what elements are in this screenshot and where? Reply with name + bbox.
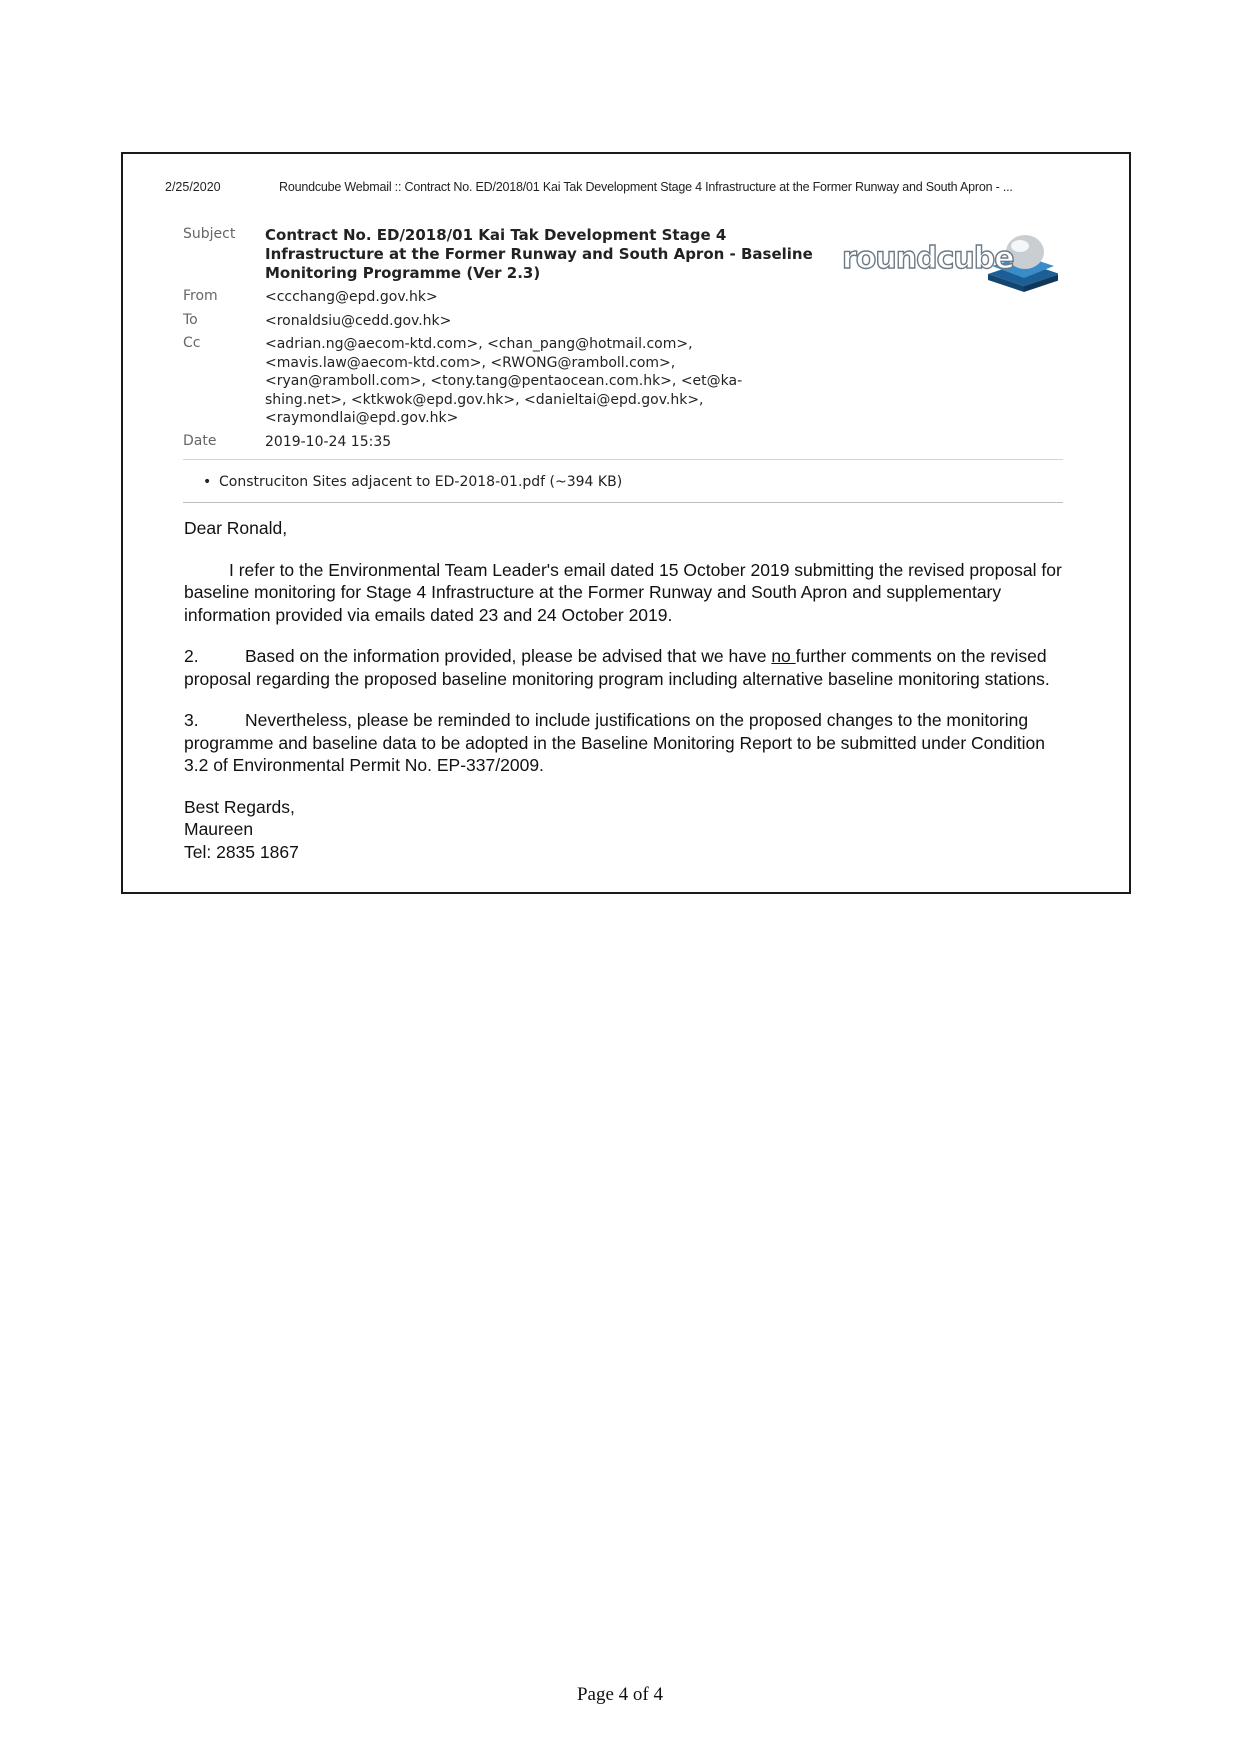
paragraph-2: 2. Based on the information provided, please be advised that we have no further comments on the revised proposal regarding the proposed baseline monitoring program including alternative baseline monitoring stations. xyxy=(184,646,1050,689)
message-body xyxy=(184,517,1074,863)
printed-email-frame xyxy=(121,152,1131,894)
to-row xyxy=(183,312,1063,335)
attachment-separator xyxy=(183,502,1063,503)
signature-line: Maureen xyxy=(184,819,254,839)
roundcube-logo xyxy=(838,222,1058,292)
from-label: From xyxy=(183,288,218,304)
bullet-icon: • xyxy=(203,474,212,490)
signature-line: Best Regards, xyxy=(184,796,295,817)
page-number: Page 4 of 4 xyxy=(576,1684,663,1705)
cc-line: shing.net>, <ktkwok@epd.gov.hk>, <danieltai@epd.gov.hk>, xyxy=(265,391,704,408)
signature-line: Tel: 2835 1867 xyxy=(184,841,299,862)
cc-line: <raymondlai@epd.gov.hk> xyxy=(265,410,459,426)
cc-line: <mavis.law@aecom-ktd.com>, <RWONG@ramboll.com>, xyxy=(265,354,676,371)
print-date: 2/25/2020 xyxy=(165,180,221,194)
date-label: Date xyxy=(183,433,217,449)
cc-line: <ryan@ramboll.com>, <tony.tang@pentaocean.com.hk>, <et@ka- xyxy=(265,373,743,389)
date-row xyxy=(183,433,1063,455)
subject-value xyxy=(265,226,825,283)
cc-line: <adrian.ng@aecom-ktd.com>, <chan_pang@hotmail.com>, xyxy=(265,336,693,352)
cc-value[interactable] xyxy=(265,335,1063,428)
to-label: To xyxy=(183,312,198,328)
header-separator xyxy=(183,459,1063,460)
paragraph-3: 3. Nevertheless, please be reminded to include justifications on the proposed changes to the monitoring programme and baseline data to be adopted in the Baseline Monitoring Report to be submitted under Condition 3.2 of Environmental Permit No. EP-337/2009. xyxy=(184,710,1045,775)
print-page-title: Roundcube Webmail :: Contract No. ED/2018/01 Kai Tak Development Stage 4 Infrastructure at the Former Runway and South Apron - ... xyxy=(279,180,1013,194)
subject-line: Monitoring Programme (Ver 2.3) xyxy=(265,264,541,282)
paragraph-1: I refer to the Environmental Team Leader's email dated 15 October 2019 submitting the revised proposal for baseline monitoring for Stage 4 Infrastructure at the Former Runway and South Apron and supplementary information provided via emails dated 23 and 24 October 2019. xyxy=(184,559,1062,625)
from-value[interactable]: <ccchang@epd.gov.hk> xyxy=(265,289,438,305)
attachment-link[interactable]: Construciton Sites adjacent to ED-2018-01.pdf (~394 KB) xyxy=(219,474,623,490)
signature xyxy=(184,796,1074,864)
date-value: 2019-10-24 15:35 xyxy=(265,434,392,450)
cc-label: Cc xyxy=(183,335,201,351)
logo-text: roundcube xyxy=(842,241,1014,276)
subject-line: Infrastructure at the Former Runway and South Apron - Baseline xyxy=(265,245,813,263)
cc-row xyxy=(183,335,1063,433)
to-value[interactable]: <ronaldsiu@cedd.gov.hk> xyxy=(265,313,452,329)
attachment-list xyxy=(203,474,622,490)
subject-label: Subject xyxy=(183,226,236,242)
greeting: Dear Ronald, xyxy=(184,518,288,538)
subject-line: Contract No. ED/2018/01 Kai Tak Development Stage 4 xyxy=(265,226,727,244)
